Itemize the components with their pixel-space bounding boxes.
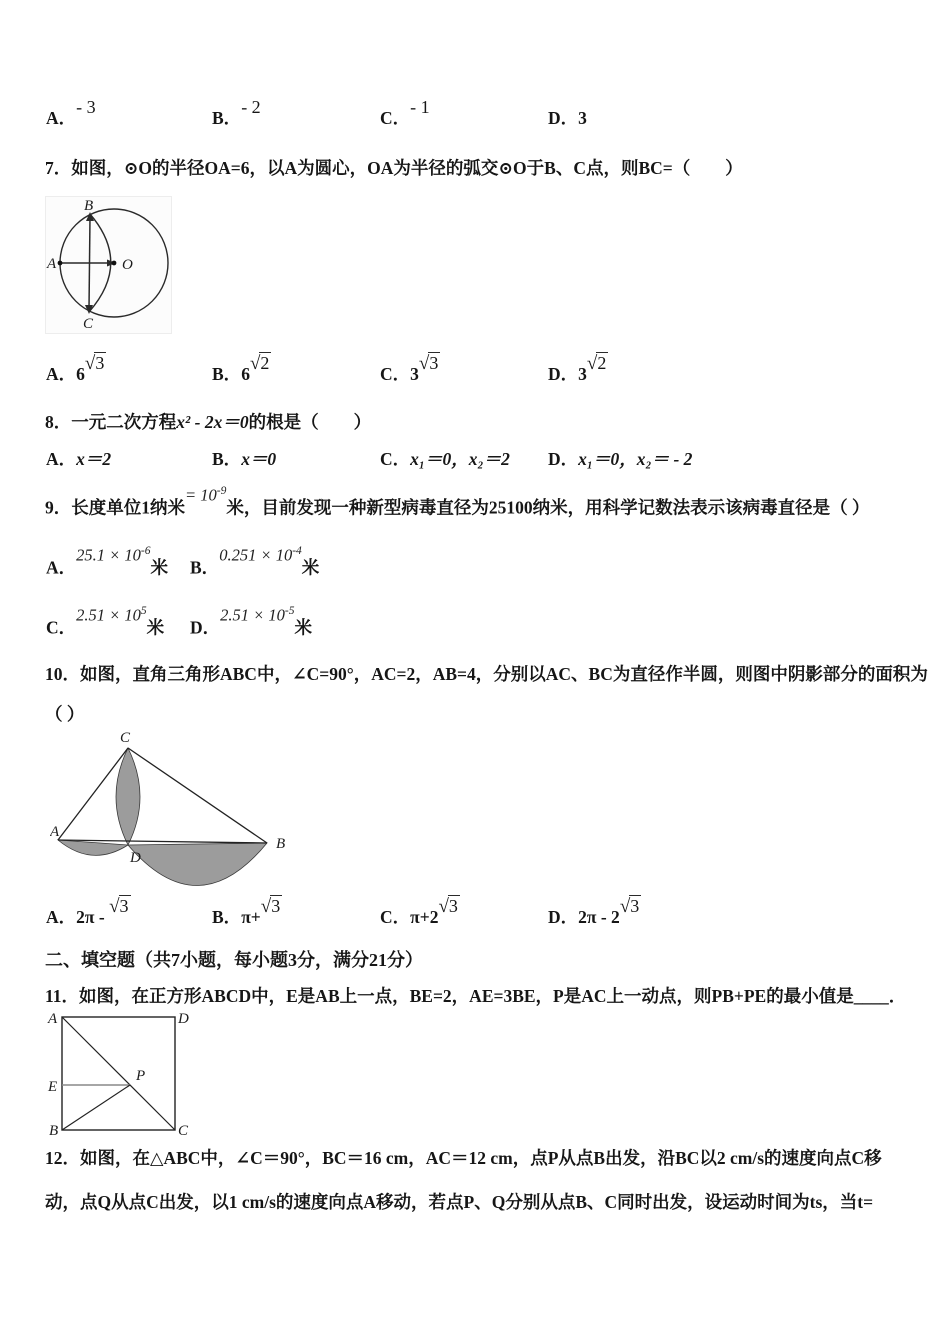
option-a: A．6√3 (46, 353, 105, 384)
option-d: D．3√2 (548, 353, 607, 384)
segment-BC (89, 217, 90, 309)
sqrt-sign: √ (249, 353, 260, 374)
sqrt-sign: √ (418, 353, 429, 374)
label-C: C (178, 1123, 189, 1138)
question-11-figure (40, 1006, 190, 1138)
label-C: C (120, 730, 131, 746)
scientific-notation: $0.251 \times 10^{-4}$ (219, 545, 302, 565)
radical: √2 (249, 353, 270, 374)
square-figure (40, 1006, 190, 1138)
option-b: B．π+√3 (212, 896, 281, 927)
question-10-text-line2: （ ） (45, 704, 85, 724)
label-B: B (49, 1123, 59, 1138)
label-A: A (50, 824, 60, 840)
sqrt-sign: √ (260, 896, 271, 917)
radical: √3 (109, 896, 129, 917)
option-a: A．x＝2 (46, 449, 112, 469)
sqrt-sign: √ (109, 896, 119, 917)
label-A: A (47, 256, 57, 272)
radical: √2 (586, 353, 607, 374)
label-E: E (48, 1079, 58, 1095)
sqrt-sign: √ (84, 353, 95, 374)
option-d: D．x₁＝0，x₂＝ - 2 (548, 449, 693, 469)
triangle-semicircles-figure (50, 727, 290, 890)
label-B: B (276, 836, 286, 852)
radical: √3 (619, 896, 640, 917)
diagonal-AC (62, 1017, 175, 1130)
label-D: D (130, 850, 141, 866)
question-10-text-line1: 10．如图，直角三角形ABC中，∠C=90°，AC=2，AB=4，分别以AC、BC为直径作半圆，则图中阴影部分的面积为 (45, 664, 928, 684)
option-a-value: - 3 (76, 97, 96, 117)
question-7-text: 7．如图，⊙O的半径OA=6，以A为圆心，OA为半径的弧交⊙O于B、C点，则BC=（ ） (45, 158, 743, 178)
question-10-figure (50, 727, 290, 890)
label-A: A (48, 1011, 58, 1027)
option-b: B．6√2 (212, 353, 270, 384)
option-a: A．$25.1 \times 10^{-6}$米 (46, 552, 168, 581)
question-8-text: 8．一元二次方程x² - 2x＝0的根是（ ） (45, 412, 372, 432)
question-7-figure (45, 196, 172, 334)
option-a: A．- 3 (46, 97, 96, 128)
option-d: D．$2.51 \times 10^{-5}$米 (190, 612, 312, 641)
option-d: D．3 (548, 108, 587, 128)
exponent-formula: = $10^{-9}$ (185, 485, 227, 505)
label-C: C (83, 316, 94, 332)
option-c-value: - 1 (410, 97, 430, 117)
shaded-halfdisc-DB (128, 843, 267, 886)
option-d: D．2π - 2√3 (548, 896, 640, 927)
circle-figure (46, 197, 171, 333)
option-b: B．- 2 (212, 97, 261, 128)
question-12-text-line2: 动，点Q从点C出发，以1 cm/s的速度向点A移动，若点P、Q分别从点B、C同时出发，设运动时间为ts，当t= (45, 1192, 874, 1212)
shaded-crescent-A (58, 840, 128, 855)
radical: √3 (438, 896, 458, 917)
option-c: C．π+2√3 (380, 896, 458, 927)
radical: √3 (418, 353, 439, 374)
segment-BP (62, 1085, 130, 1130)
label-B: B (84, 198, 94, 214)
point-A-dot (58, 261, 63, 266)
option-a: A．2π - √3 (46, 896, 129, 927)
option-b: B．$0.251 \times 10^{-4}$米 (190, 552, 319, 581)
equation: x² - 2x＝0 (176, 412, 249, 432)
option-b-value: - 2 (241, 97, 261, 117)
question-11-text: 11．如图，在正方形ABCD中，E是AB上一点，BE=2，AE=3BE，P是AC上一动点，则PB+PE的最小值是____． (45, 986, 907, 1006)
sqrt-sign: √ (586, 353, 597, 374)
label-D: D (178, 1011, 189, 1027)
sqrt-sign: √ (438, 896, 448, 917)
radical: √3 (260, 896, 281, 917)
label-P: P (136, 1068, 146, 1084)
scientific-notation: $2.51 \times 10^5$ (76, 605, 147, 625)
sqrt-sign: √ (619, 896, 630, 917)
label-O: O (122, 257, 133, 273)
option-c: C．- 1 (380, 97, 430, 128)
shaded-lens-CD (116, 748, 140, 845)
scientific-notation: $25.1 \times 10^{-6}$ (76, 545, 151, 565)
question-12-text-line1: 12．如图，在△ABC中，∠C＝90°，BC＝16 cm，AC＝12 cm，点P从点B出发，沿BC以2 cm/s的速度向点C移 (45, 1148, 882, 1168)
side-CB (128, 748, 267, 843)
option-c: C．3√3 (380, 353, 439, 384)
question-9-text: 9．长度单位1纳米= $10^{-9}$米，目前发现一种新型病毒直径为25100纳米，用科学记数法表示该病毒直径是（ ） (45, 492, 869, 521)
option-d-value: 3 (578, 108, 587, 128)
section-2-header: 二、填空题（共7小题，每小题3分，满分21分） (45, 950, 423, 970)
radical: √3 (84, 353, 105, 374)
option-c: C．x₁＝0，x₂＝2 (380, 449, 510, 469)
point-O-dot (112, 261, 117, 266)
scientific-notation: $2.51 \times 10^{-5}$ (220, 605, 295, 625)
option-b: B．x＝0 (212, 449, 277, 469)
option-c: C．$2.51 \times 10^5$米 (46, 612, 164, 641)
